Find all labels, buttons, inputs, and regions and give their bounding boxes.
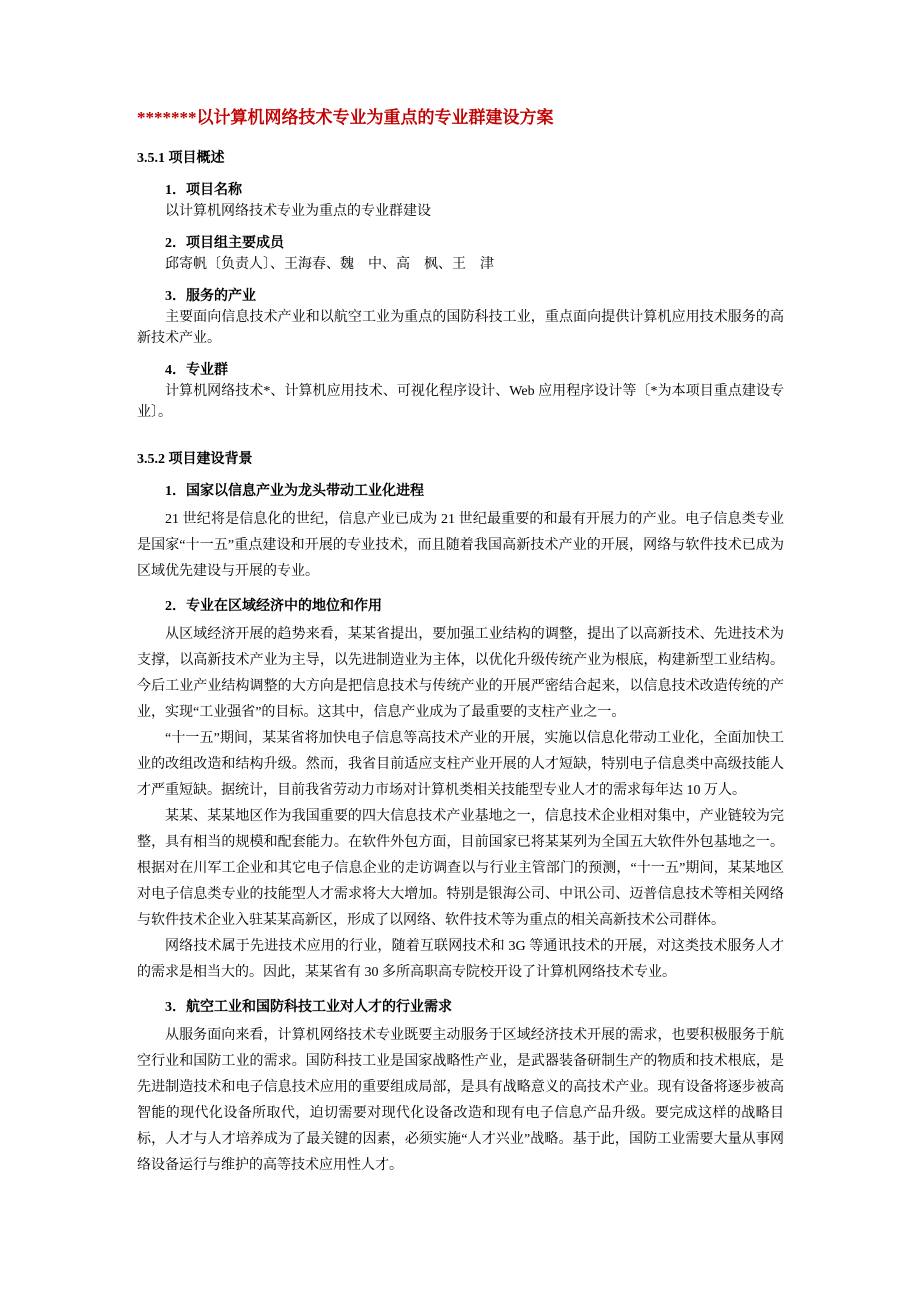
subsection-project-name xyxy=(137,180,784,222)
subsection-team-members xyxy=(137,233,784,275)
paragraph: 从区域经济开展的趋势来看，某某省提出，要加强工业结构的调整，提出了以高新技术、先进技术为支撑，以高新技术产业为主导，以先进制造业为主体，以优化升级传统产业为根底，构建新型工业结构。今后工业产业结构调整的大方向是把信息技术与传统产业的开展严密结合起来，以信息技术改造传统的产业，实现“工业强省”的目标。这其中，信息产业成为了最重要的支柱产业之一。 xyxy=(137,627,784,720)
paragraph: 计算机网络技术*、计算机应用技术、可视化程序设计、Web 应用程序设计等〔*为本项目重点建设专业〕。 xyxy=(137,384,784,420)
subsection-served-industries xyxy=(137,286,784,349)
section-heading-3-5-1: 3.5.1 项目概述 xyxy=(137,151,225,166)
subsection-heading: 2．专业在区域经济中的地位和作用 xyxy=(165,599,382,614)
subsection-heading: 3．航空工业和国防科技工业对人才的行业需求 xyxy=(165,1000,452,1015)
subsection-aviation-defense-demand xyxy=(137,997,784,1179)
paragraph: 网络技术属于先进技术应用的行业，随着互联网技术和 3G 等通讯技术的开展，对这类技术服务人才的需求是相当大的。因此，某某省有 30 多所高职高专院校开设了计算机网络技术专业。 xyxy=(137,939,784,980)
paragraph: 某某、某某地区作为我国重要的四大信息技术产业基地之一，信息技术企业相对集中，产业链较为完整，具有相当的规模和配套能力。在软件外包方面，目前国家已将某某列为全国五大软件外包基地之一。根据对在川军工企业和其它电子信息企业的走访调查以与行业主管部门的预测，“十一五”期间，某某地区对电子信息类专业的技能型人才需求将大大增加。特别是银海公司、中讯公司、迈普信息技术等相关网络与软件技术企业入驻某某高新区，形成了以网络、软件技术等为重点的相关高新技术公司群体。 xyxy=(137,809,784,928)
paragraph: “十一五”期间，某某省将加快电子信息等高技术产业的开展，实施以信息化带动工业化，全面加快工业的改组改造和结构升级。然而，我省目前适应支柱产业开展的人才短缺，特别电子信息类中高级技能人才严重短缺。据统计，目前我省劳动力市场对计算机类相关技能型专业人才的需求每年达 10 万人。 xyxy=(137,731,784,798)
subsection-heading: 2．项目组主要成员 xyxy=(165,236,284,251)
subsection-heading: 1．项目名称 xyxy=(165,183,242,198)
subsection-national-informatization xyxy=(137,481,784,585)
subsection-regional-economy xyxy=(137,596,784,986)
document-title: *******以计算机网络技术专业为重点的专业群建设方案 xyxy=(137,108,554,127)
subsection-heading: 4．专业群 xyxy=(165,363,228,378)
paragraph: 21 世纪将是信息化的世纪，信息产业已成为 21 世纪最重要的和最有开展力的产业。电子信息类专业是国家“十一五”重点建设和开展的专业技术，而且随着我国高新技术产业的开展，网络与软件技术已成为区域优先建设与开展的专业。 xyxy=(137,512,784,579)
paragraph: 从服务面向来看，计算机网络技术专业既要主动服务于区域经济技术开展的需求，也要积极服务于航空行业和国防工业的需求。国防科技工业是国家战略性产业，是武器装备研制生产的物质和技术根底，是先进制造技术和电子信息技术应用的重要组成局部，是具有战略意义的高技术产业。现有设备将逐步被高智能的现代化设备所取代，迫切需要对现代化设备改造和现有电子信息产品升级。要完成这样的战略目标，人才与人才培养成为了最关键的因素，必须实施“人才兴业”战略。基于此，国防工业需要大量从事网络设备运行与维护的高等技术应用性人才。 xyxy=(137,1028,784,1173)
subsection-heading: 3．服务的产业 xyxy=(165,289,256,304)
paragraph: 以计算机网络技术专业为重点的专业群建设 xyxy=(165,204,431,219)
paragraph: 主要面向信息技术产业和以航空工业为重点的国防科技工业，重点面向提供计算机应用技术服务的高新技术产业。 xyxy=(137,310,784,346)
subsection-major-group xyxy=(137,360,784,423)
paragraph: 邱寄帆〔负责人〕、王海春、魏 中、高 枫、王 津 xyxy=(165,257,494,272)
subsection-heading: 1．国家以信息产业为龙头带动工业化进程 xyxy=(165,484,424,499)
section-heading-3-5-2: 3.5.2 项目建设背景 xyxy=(137,452,253,467)
